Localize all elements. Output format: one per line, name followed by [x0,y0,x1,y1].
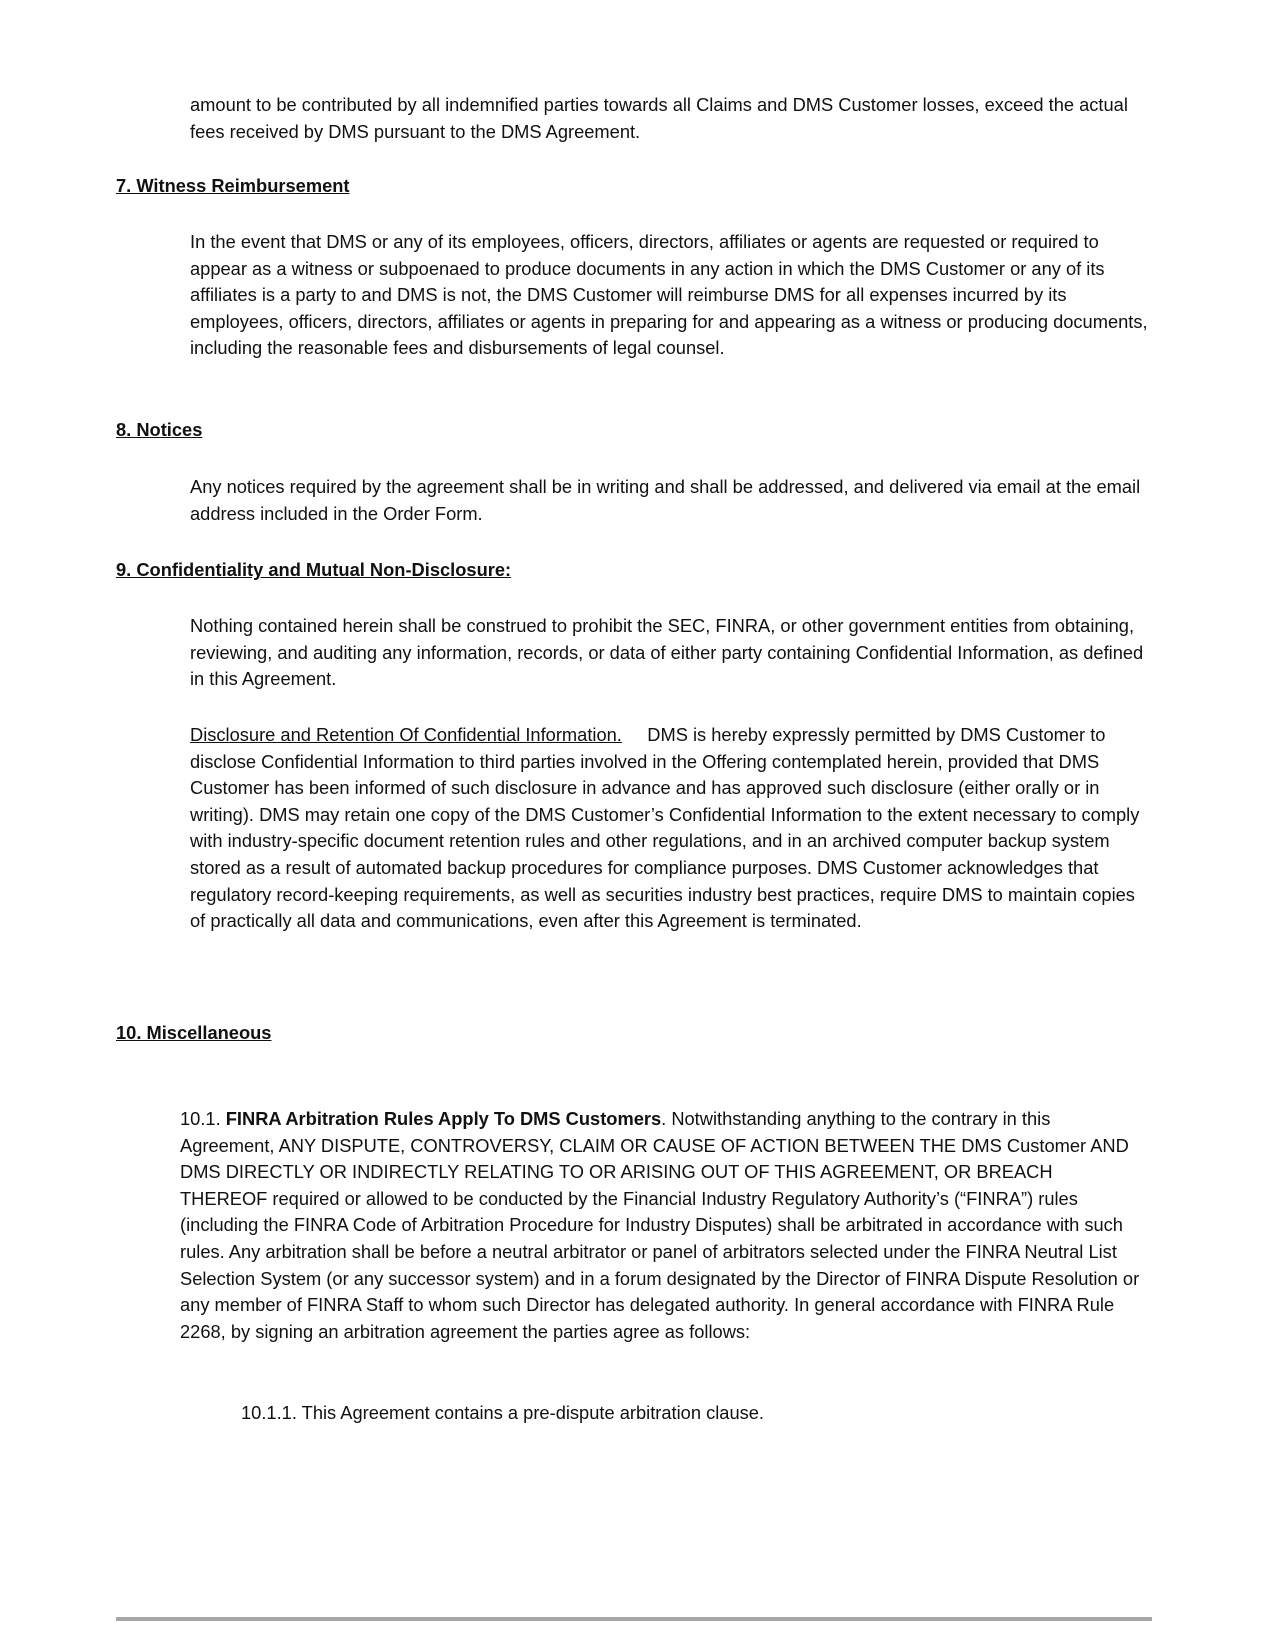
footer-divider [116,1617,1152,1621]
section-7-heading: 7. Witness Reimbursement [116,175,350,196]
section-9-body-1: Nothing contained herein shall be construed to prohibit the SEC, FINRA, or other government entities from obtaining, reviewing, and auditing any information, records, or data of either party containing Confidential Information, as defined in this Agreement. [190,615,1144,690]
clause-10-1-title: FINRA Arbitration Rules Apply To DMS Customers [225,1108,662,1129]
section-8-heading: 8. Notices [116,419,203,440]
section-8-body: Any notices required by the agreement shall be in writing and shall be addressed, and delivered via email at the email address included in the Order Form. [190,476,1141,524]
section-10-heading: 10. Miscellaneous [116,1022,272,1043]
clause-10-1 [180,1106,1140,1345]
clause-10-1-body: . Notwithstanding anything to the contrary in this Agreement, ANY DISPUTE, CONTROVERSY, CLAIM OR CAUSE OF ACTION BETWEEN THE DMS Customer AND DMS DIRECTLY OR INDIRECTLY RELATING TO OR ARISING OUT OF THIS AGREEMENT, OR BREACH THEREOF required or allowed to be conducted by the Financial Industry Regulatory Authority’s (“FINRA”) rules (including the FINRA Code of Arbitration Procedure for Industry Disputes) shall be arbitrated in accordance with such rules. Any arbitration shall be before a neutral arbitrator or panel of arbitrators selected under the FINRA Neutral List Selection System (or any successor system) and in a forum designated by the Director of FINRA Dispute Resolution or any member of FINRA Staff to whom such Director has delegated authority. In general accordance with FINRA Rule 2268, by signing an arbitration agreement the parties agree as follows: [180,1108,1140,1342]
section-9-subheading: Disclosure and Retention Of Confidential Information. [190,724,622,745]
clause-10-1-1: 10.1.1. This Agreement contains a pre-dispute arbitration clause. [241,1402,765,1423]
section-9-heading: 9. Confidentiality and Mutual Non-Disclosure: [116,559,512,580]
clause-10-1-number: 10.1. [180,1108,221,1129]
section-9-body-2-text: DMS is hereby expressly permitted by DMS Customer to disclose Confidential Information to third parties involved in the Offering contemplated herein, provided that DMS Customer has been informed of such disclosure in advance and has approved such disclosure (either orally or in writing). DMS may retain one copy of the DMS Customer’s Confidential Information to the extent necessary to comply with industry-specific document retention rules and other regulations, and in an archived computer backup system stored as a result of automated backup procedures for compliance purposes. DMS Customer acknowledges that regulatory record-keeping requirements, as well as securities industry best practices, require DMS to maintain copies of practically all data and communications, even after this Agreement is terminated. [190,724,1140,932]
section-7-body: In the event that DMS or any of its employees, officers, directors, affiliates or agents are requested or required to appear as a witness or subpoenaed to produce documents in any action in which the DMS Customer or any of its affiliates is a party to and DMS is not, the DMS Customer will reimburse DMS for all expenses incurred by its employees, officers, directors, affiliates or agents in preparing for and appearing as a witness or producing documents, including the reasonable fees and disbursements of legal counsel. [190,231,1148,359]
intro-paragraph: amount to be contributed by all indemnified parties towards all Claims and DMS Customer losses, exceed the actual fees received by DMS pursuant to the DMS Agreement. [190,94,1128,142]
section-9-body-2 [190,722,1150,935]
